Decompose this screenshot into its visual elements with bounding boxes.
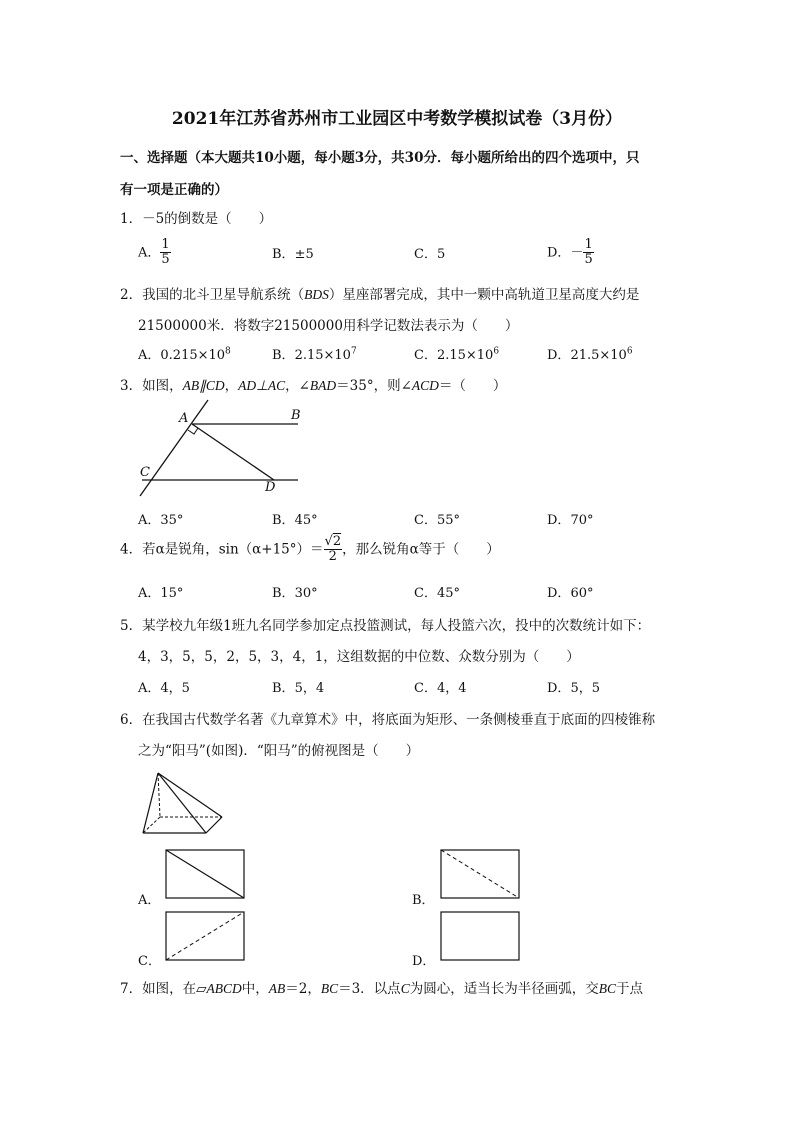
question-6-cont: 之为“阳马”(如图)．“阳马”的俯视图是（ ） <box>138 743 420 759</box>
q6-option-c-label: C． <box>138 954 161 969</box>
q6-option-c-figure <box>165 911 245 961</box>
q4-option-c: C．45° <box>414 586 460 601</box>
q1-option-d: D．－ $\frac{1}{5}$ <box>547 237 593 268</box>
q3-option-c: C．55° <box>414 513 460 528</box>
q1-option-c: C．5 <box>414 247 446 262</box>
q4-option-d: D．60° <box>547 586 594 601</box>
right-angle-mark <box>188 428 198 434</box>
question-5-cont: 4，3，5，5，2，5，3，4，1，这组数据的中位数、众数分别为（ ） <box>138 649 580 665</box>
q1-option-a: A． $\frac{1}{5}$ <box>138 237 170 268</box>
section-heading-cont: 有一项是正确的） <box>120 182 228 198</box>
line-ac <box>140 400 208 496</box>
q3-option-a: A．35° <box>138 513 184 528</box>
q5-option-c: C．4，4 <box>414 681 467 696</box>
q3-option-b: B．45° <box>272 513 318 528</box>
q4-option-a: A．15° <box>138 586 184 601</box>
q2-option-c: C．$2.15\times 10^6$ <box>414 346 500 363</box>
q2-option-a: A．$0.215\times 10^8$ <box>138 346 231 363</box>
question-1: 1．－5的倒数是（ ） <box>120 211 273 227</box>
q5-option-b: B．5，4 <box>272 681 325 696</box>
q4-option-b: B．30° <box>272 586 318 601</box>
q5-option-a: A．4，5 <box>138 681 190 696</box>
question-1-stem: －5的倒数是（ ） <box>142 211 273 227</box>
q1-option-b: B．±5 <box>272 247 314 262</box>
question-4: 4．若α是锐角，sin（α+15°）＝ $\frac{√2}{2}$ ，那么锐角α等于（ ） <box>120 534 500 565</box>
question-7: 7．如图，在▱ABCD中，AB＝2，BC＝3．以点C为圆心，适当长为半径画弧，交BC于点 <box>120 981 643 997</box>
q3-option-d: D．70° <box>547 513 594 528</box>
q2-option-b: B．$2.15\times 10^7$ <box>272 346 357 363</box>
q6-option-d-figure <box>440 911 520 961</box>
q6-option-b-figure <box>440 849 520 899</box>
sqrt-fraction: $\frac{√2}{2}$ <box>324 534 342 565</box>
question-5: 5．某学校九年级1班九名同学参加定点投篮测试，每人投篮六次，投中的次数统计如下： <box>120 618 651 634</box>
label-b: B <box>291 408 301 423</box>
section-heading: 一、选择题（本大题共10小题，每小题3分，共30分．每小题所给出的四个选项中，只 <box>120 150 640 166</box>
label-c: C <box>140 465 150 480</box>
q2-option-d: D．$21.5\times 10^6$ <box>547 346 633 363</box>
q6-option-d-label: D． <box>412 954 436 969</box>
question-2: 2．我国的北斗卫星导航系统（BDS）星座部署完成，其中一颗中高轨道卫星高度大约是 <box>120 287 640 303</box>
fraction: $\frac{1}{5}$ <box>161 237 170 268</box>
fraction: $\frac{1}{5}$ <box>584 237 593 268</box>
label-a: A <box>179 411 189 426</box>
question-6: 6．在我国古代数学名著《九章算术》中，将底面为矩形、一条侧棱垂直于底面的四棱锥称 <box>120 712 656 728</box>
question-2-cont: 21500000米．将数字21500000用科学记数法表示为（ ） <box>138 318 519 334</box>
page-title: 2021年江苏省苏州市工业园区中考数学模拟试卷（3月份） <box>171 109 623 129</box>
q6-pyramid-figure <box>138 770 238 840</box>
q6-option-a-figure <box>165 849 245 899</box>
line-ad <box>192 424 274 480</box>
label-d: D <box>265 480 276 495</box>
q3-figure <box>130 400 310 500</box>
question-3: 3．如图，AB∥CD，AD⊥AC，∠BAD＝35°，则∠ACD＝（ ） <box>120 378 507 394</box>
q6-option-b-label: B． <box>412 893 435 908</box>
q6-option-a-label: A． <box>138 893 161 908</box>
q5-option-d: D．5，5 <box>547 681 600 696</box>
